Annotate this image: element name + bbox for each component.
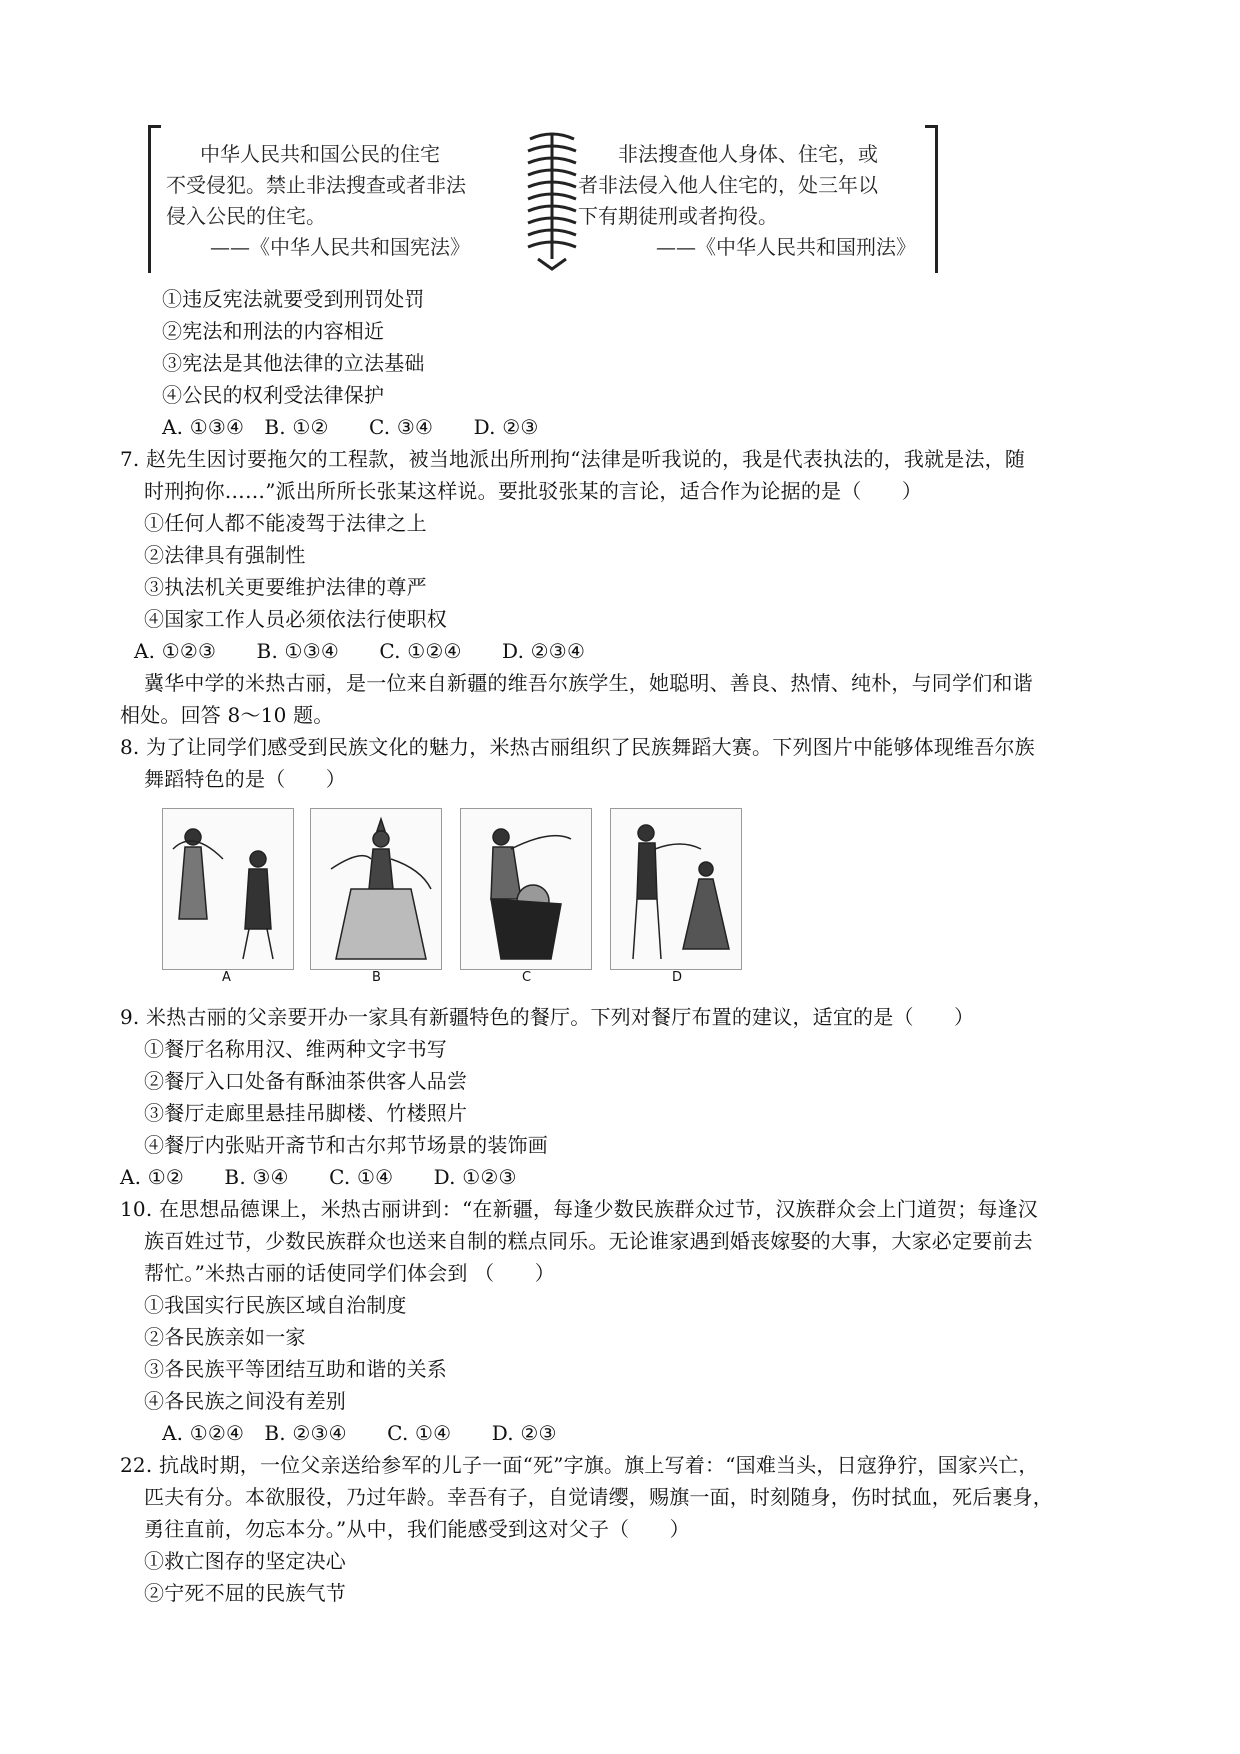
q9-option-2: ②餐厅入口处备有酥油茶供客人品尝 [144,1069,468,1093]
image-label-c: C [522,970,532,985]
q7-option-4: ④国家工作人员必须依法行使职权 [144,607,447,631]
q7-option-3: ③执法机关更要维护法律的尊严 [144,575,427,599]
image-label-a: A [222,970,231,985]
image-label-d: D [672,970,683,985]
q10-stem-line-3: 帮忙。”米热古丽的话使同学们体会到 （ ） [144,1261,555,1285]
q10-option-3: ③各民族平等团结互助和谐的关系 [144,1357,447,1381]
q6-option-1: ①违反宪法就要受到刑罚处罚 [162,287,425,311]
constitution-line-1: 中华人民共和国公民的住宅 [200,142,440,166]
constitution-source: ——《中华人民共和国宪法》 [210,235,470,259]
dance-image-d [610,808,742,970]
dance-image-c [460,808,592,970]
q6-answers: A. ①③④ B. ①② C. ③④ D. ②③ [162,415,539,439]
box-right-bracket [925,125,938,273]
dance-image-b [310,808,442,970]
criminal-law-line-3: 下有期徒刑或者拘役。 [578,204,778,228]
box-left-bracket [148,125,161,273]
q9-stem: 9. 米热古丽的父亲要开办一家具有新疆特色的餐厅。下列对餐厅布置的建议，适宜的是（ ） [120,1005,975,1029]
q22-stem-line-1: 22. 抗战时期，一位父亲送给参军的儿子一面“死”字旗。旗上写着：“国难当头，日寇狰狞，国家兴亡， [120,1453,1039,1477]
dancers-a-icon [163,809,293,969]
dance-images [160,808,740,988]
q10-option-4: ④各民族之间没有差别 [144,1389,346,1413]
law-excerpt-box [148,125,938,270]
dancers-d-icon [611,809,741,969]
q22-stem-line-3: 勇往直前，勿忘本分。”从中，我们能感受到这对父子（ ） [144,1517,690,1541]
q6-option-2: ②宪法和刑法的内容相近 [162,319,385,343]
q7-option-2: ②法律具有强制性 [144,543,306,567]
passage-intro-line-2: 相处。回答 8～10 题。 [120,703,334,727]
scroll-ornament-icon [520,131,584,271]
constitution-line-3: 侵入公民的住宅。 [166,204,326,228]
q10-option-2: ②各民族亲如一家 [144,1325,306,1349]
dance-image-a [162,808,294,970]
criminal-law-source: ——《中华人民共和国刑法》 [656,235,916,259]
q9-answers: A. ①② B. ③④ C. ①④ D. ①②③ [120,1165,517,1189]
q7-answers: A. ①②③ B. ①③④ C. ①②④ D. ②③④ [134,639,586,663]
q9-option-3: ③餐厅走廊里悬挂吊脚楼、竹楼照片 [144,1101,468,1125]
q8-stem-line-1: 8. 为了让同学们感受到民族文化的魅力，米热古丽组织了民族舞蹈大赛。下列图片中能够体现维吾尔族 [120,735,1035,759]
q10-stem-line-1: 10. 在思想品德课上，米热古丽讲到：“在新疆，每逢少数民族群众过节，汉族群众会上门道贺；每逢汉 [120,1197,1038,1221]
q22-option-2: ②宁死不屈的民族气节 [144,1581,346,1605]
q6-option-3: ③宪法是其他法律的立法基础 [162,351,425,375]
q7-option-1: ①任何人都不能凌驾于法律之上 [144,511,427,535]
q10-option-1: ①我国实行民族区域自治制度 [144,1293,407,1317]
dancers-c-icon [461,809,591,969]
q6-option-4: ④公民的权利受法律保护 [162,383,385,407]
q10-stem-line-2: 族百姓过节，少数民族群众也送来自制的糕点同乐。无论谁家遇到婚丧嫁娶的大事，大家必定要前去 [144,1229,1033,1253]
passage-intro-line-1: 冀华中学的米热古丽，是一位来自新疆的维吾尔族学生，她聪明、善良、热情、纯朴，与同学们和谐 [144,671,1033,695]
constitution-line-2: 不受侵犯。禁止非法搜查或者非法 [166,173,466,197]
q22-option-1: ①救亡图存的坚定决心 [144,1549,346,1573]
q22-stem-line-2: 匹夫有分。本欲服役，乃过年龄。幸吾有子，自觉请缨，赐旗一面，时刻随身，伤时拭血，死后裹身， [144,1485,1053,1509]
q7-stem-line-1: 7. 赵先生因讨要拖欠的工程款，被当地派出所刑拘“法律是听我说的，我是代表执法的，我就是法，随 [120,447,1026,471]
q9-option-4: ④餐厅内张贴开斋节和古尔邦节场景的装饰画 [144,1133,548,1157]
q8-stem-line-2: 舞蹈特色的是（ ） [144,767,346,791]
criminal-law-line-2: 者非法侵入他人住宅的，处三年以 [578,173,878,197]
image-label-b: B [372,970,381,985]
dancer-b-icon [311,809,441,969]
q7-stem-line-2: 时刑拘你……”派出所所长张某这样说。要批驳张某的言论，适合作为论据的是（ ） [144,479,923,503]
q9-option-1: ①餐厅名称用汉、维两种文字书写 [144,1037,447,1061]
criminal-law-line-1: 非法搜查他人身体、住宅，或 [618,142,878,166]
q10-answers: A. ①②④ B. ②③④ C. ①④ D. ②③ [162,1421,557,1445]
